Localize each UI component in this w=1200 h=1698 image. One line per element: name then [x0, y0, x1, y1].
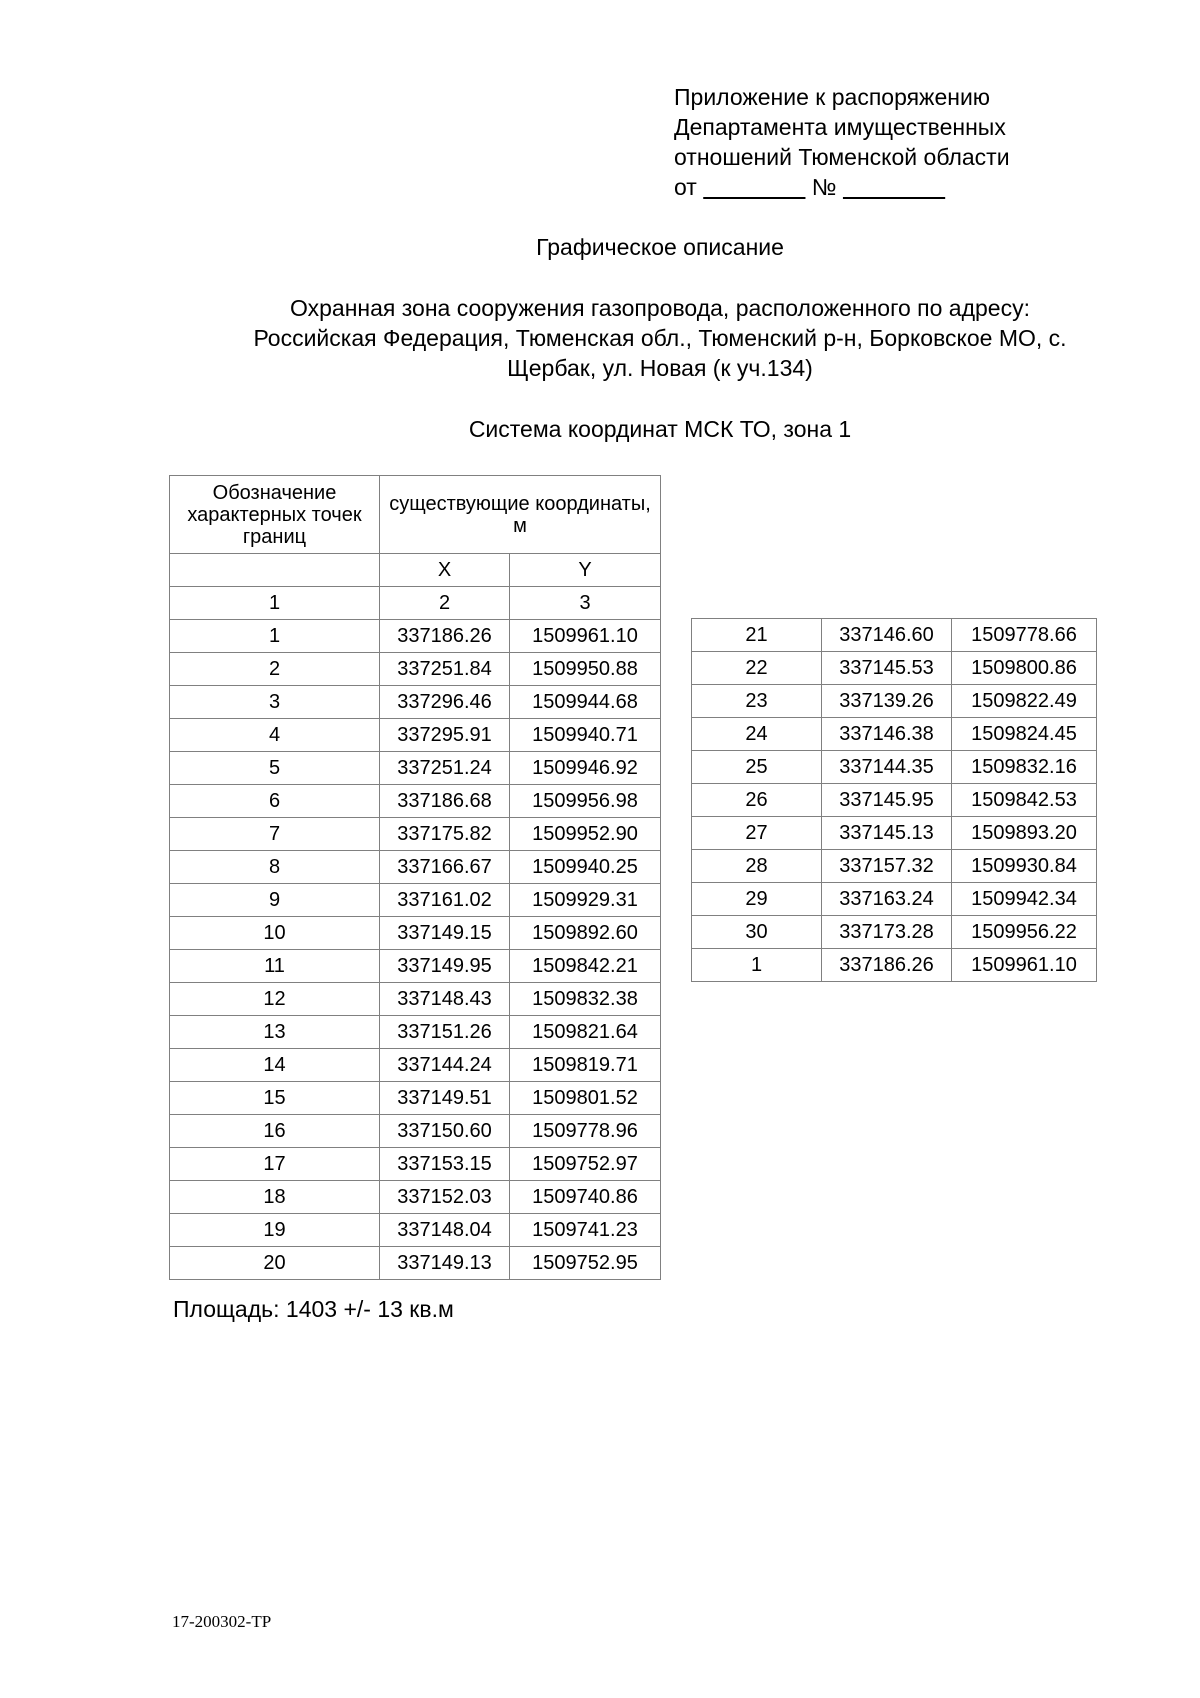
x-coordinate-cell: 337139.26 [822, 685, 952, 718]
x-coordinate-cell: 337146.38 [822, 718, 952, 751]
x-coordinate-cell: 337161.02 [380, 884, 510, 917]
y-coordinate-cell: 1509822.49 [952, 685, 1097, 718]
table-row [170, 1247, 661, 1280]
x-coordinate-cell: 337145.95 [822, 784, 952, 817]
coordinates-table-right [691, 618, 1097, 982]
address-line-3: Щербак, ул. Новая (к уч.134) [507, 355, 813, 381]
x-coordinate-cell: 337186.68 [380, 785, 510, 818]
point-number-cell: 1 [692, 949, 822, 982]
table-row [170, 785, 661, 818]
point-number-cell: 24 [692, 718, 822, 751]
point-number-cell: 9 [170, 884, 380, 917]
point-number-cell: 23 [692, 685, 822, 718]
point-number-cell: 7 [170, 818, 380, 851]
table-body-right [692, 619, 1097, 982]
point-number-cell: 11 [170, 950, 380, 983]
document-title: Графическое описание [536, 234, 784, 260]
point-number-cell: 14 [170, 1049, 380, 1082]
point-number-cell: 13 [170, 1016, 380, 1049]
y-coordinate-cell: 1509930.84 [952, 850, 1097, 883]
y-coordinate-cell: 1509956.98 [510, 785, 661, 818]
area-label: Площадь: 1403 +/- 13 кв.м [173, 1296, 454, 1322]
point-number-cell: 29 [692, 883, 822, 916]
header-point-cell: Обозначение характерных точек границ [170, 476, 380, 554]
table-row [170, 1214, 661, 1247]
x-coordinate-cell: 337157.32 [822, 850, 952, 883]
table-row [692, 718, 1097, 751]
x-coordinate-cell: 337150.60 [380, 1115, 510, 1148]
table-axis-row [170, 554, 661, 587]
x-coordinate-cell: 337144.35 [822, 751, 952, 784]
point-number-cell: 27 [692, 817, 822, 850]
table-row [692, 883, 1097, 916]
header-y-cell: Y [510, 554, 661, 587]
x-coordinate-cell: 337296.46 [380, 686, 510, 719]
y-coordinate-cell: 1509961.10 [510, 620, 661, 653]
address-line-2: Российская Федерация, Тюменская обл., Тюменский р-н, Борковское МО, с. [253, 325, 1067, 351]
x-coordinate-cell: 337173.28 [822, 916, 952, 949]
appendix-block [674, 82, 1010, 202]
y-coordinate-cell: 1509940.25 [510, 851, 661, 884]
x-coordinate-cell: 337145.13 [822, 817, 952, 850]
point-number-cell: 20 [170, 1247, 380, 1280]
y-coordinate-cell: 1509950.88 [510, 653, 661, 686]
point-number-cell: 19 [170, 1214, 380, 1247]
table-row [170, 719, 661, 752]
address-block [180, 293, 1140, 383]
y-coordinate-cell: 1509929.31 [510, 884, 661, 917]
header-coords-cell: существующие координаты, м [380, 476, 661, 554]
y-coordinate-cell: 1509832.16 [952, 751, 1097, 784]
x-coordinate-cell: 337152.03 [380, 1181, 510, 1214]
x-coordinate-cell: 337144.24 [380, 1049, 510, 1082]
point-number-cell: 1 [170, 620, 380, 653]
appendix-line-2: Департамента имущественных [674, 114, 1006, 140]
y-coordinate-cell: 1509842.21 [510, 950, 661, 983]
column-number-1: 1 [170, 587, 380, 620]
x-coordinate-cell: 337163.24 [822, 883, 952, 916]
y-coordinate-cell: 1509819.71 [510, 1049, 661, 1082]
x-coordinate-cell: 337175.82 [380, 818, 510, 851]
y-coordinate-cell: 1509741.23 [510, 1214, 661, 1247]
table-row [170, 1082, 661, 1115]
table-column-number-row [170, 587, 661, 620]
point-number-cell: 30 [692, 916, 822, 949]
point-number-cell: 2 [170, 653, 380, 686]
y-coordinate-cell: 1509944.68 [510, 686, 661, 719]
y-coordinate-cell: 1509832.38 [510, 983, 661, 1016]
coordinates-table-left [169, 475, 661, 1280]
table-row [692, 817, 1097, 850]
y-coordinate-cell: 1509740.86 [510, 1181, 661, 1214]
x-coordinate-cell: 337148.43 [380, 983, 510, 1016]
coordinate-system-label: Система координат МСК ТО, зона 1 [468, 416, 852, 442]
y-coordinate-cell: 1509800.86 [952, 652, 1097, 685]
y-coordinate-cell: 1509778.66 [952, 619, 1097, 652]
table-row [170, 1181, 661, 1214]
point-number-cell: 6 [170, 785, 380, 818]
x-coordinate-cell: 337148.04 [380, 1214, 510, 1247]
table-row [170, 983, 661, 1016]
x-coordinate-cell: 337153.15 [380, 1148, 510, 1181]
table-row [170, 620, 661, 653]
x-coordinate-cell: 337149.95 [380, 950, 510, 983]
x-coordinate-cell: 337251.84 [380, 653, 510, 686]
y-coordinate-cell: 1509752.97 [510, 1148, 661, 1181]
table-row [170, 686, 661, 719]
point-number-cell: 8 [170, 851, 380, 884]
x-coordinate-cell: 337166.67 [380, 851, 510, 884]
y-coordinate-cell: 1509961.10 [952, 949, 1097, 982]
appendix-number-label: № [811, 174, 837, 200]
appendix-date-number-line [674, 172, 1010, 202]
point-number-cell: 12 [170, 983, 380, 1016]
x-coordinate-cell: 337295.91 [380, 719, 510, 752]
point-number-cell: 28 [692, 850, 822, 883]
x-coordinate-cell: 337145.53 [822, 652, 952, 685]
table-row [692, 652, 1097, 685]
table-row [692, 685, 1097, 718]
table-row [170, 950, 661, 983]
y-coordinate-cell: 1509778.96 [510, 1115, 661, 1148]
header-x-cell: X [380, 554, 510, 587]
y-coordinate-cell: 1509821.64 [510, 1016, 661, 1049]
table-row [170, 1016, 661, 1049]
table-row [692, 916, 1097, 949]
table-row [692, 751, 1097, 784]
point-number-cell: 16 [170, 1115, 380, 1148]
table-row [170, 1049, 661, 1082]
point-number-cell: 10 [170, 917, 380, 950]
column-number-3: 3 [510, 587, 661, 620]
table-body-left [170, 620, 661, 1280]
y-coordinate-cell: 1509946.92 [510, 752, 661, 785]
point-number-cell: 4 [170, 719, 380, 752]
appendix-line-3: отношений Тюменской области [674, 144, 1010, 170]
y-coordinate-cell: 1509956.22 [952, 916, 1097, 949]
table-row [170, 1115, 661, 1148]
table-row [170, 917, 661, 950]
x-coordinate-cell: 337149.13 [380, 1247, 510, 1280]
table-header-row [170, 476, 661, 554]
x-coordinate-cell: 337186.26 [380, 620, 510, 653]
table-row [170, 653, 661, 686]
y-coordinate-cell: 1509942.34 [952, 883, 1097, 916]
x-coordinate-cell: 337151.26 [380, 1016, 510, 1049]
table-row [692, 784, 1097, 817]
y-coordinate-cell: 1509824.45 [952, 718, 1097, 751]
x-coordinate-cell: 337146.60 [822, 619, 952, 652]
table-row [170, 884, 661, 917]
table-row [170, 851, 661, 884]
point-number-cell: 18 [170, 1181, 380, 1214]
table-row [170, 752, 661, 785]
table-row [170, 1148, 661, 1181]
y-coordinate-cell: 1509892.60 [510, 917, 661, 950]
appendix-line-1: Приложение к распоряжению [674, 84, 991, 110]
appendix-from-label: от [674, 174, 697, 200]
table-row [692, 619, 1097, 652]
x-coordinate-cell: 337149.15 [380, 917, 510, 950]
y-coordinate-cell: 1509752.95 [510, 1247, 661, 1280]
column-number-2: 2 [380, 587, 510, 620]
point-number-cell: 25 [692, 751, 822, 784]
y-coordinate-cell: 1509893.20 [952, 817, 1097, 850]
y-coordinate-cell: 1509801.52 [510, 1082, 661, 1115]
table-row [692, 949, 1097, 982]
point-number-cell: 21 [692, 619, 822, 652]
table-row [170, 818, 661, 851]
y-coordinate-cell: 1509842.53 [952, 784, 1097, 817]
point-number-cell: 17 [170, 1148, 380, 1181]
point-number-cell: 26 [692, 784, 822, 817]
x-coordinate-cell: 337149.51 [380, 1082, 510, 1115]
table-row [692, 850, 1097, 883]
point-number-cell: 22 [692, 652, 822, 685]
y-coordinate-cell: 1509952.90 [510, 818, 661, 851]
x-coordinate-cell: 337186.26 [822, 949, 952, 982]
document-number: 17-200302-ТР [172, 1612, 272, 1631]
point-number-cell: 3 [170, 686, 380, 719]
point-number-cell: 5 [170, 752, 380, 785]
y-coordinate-cell: 1509940.71 [510, 719, 661, 752]
point-number-cell: 15 [170, 1082, 380, 1115]
address-line-1: Охранная зона сооружения газопровода, расположенного по адресу: [290, 295, 1030, 321]
x-coordinate-cell: 337251.24 [380, 752, 510, 785]
